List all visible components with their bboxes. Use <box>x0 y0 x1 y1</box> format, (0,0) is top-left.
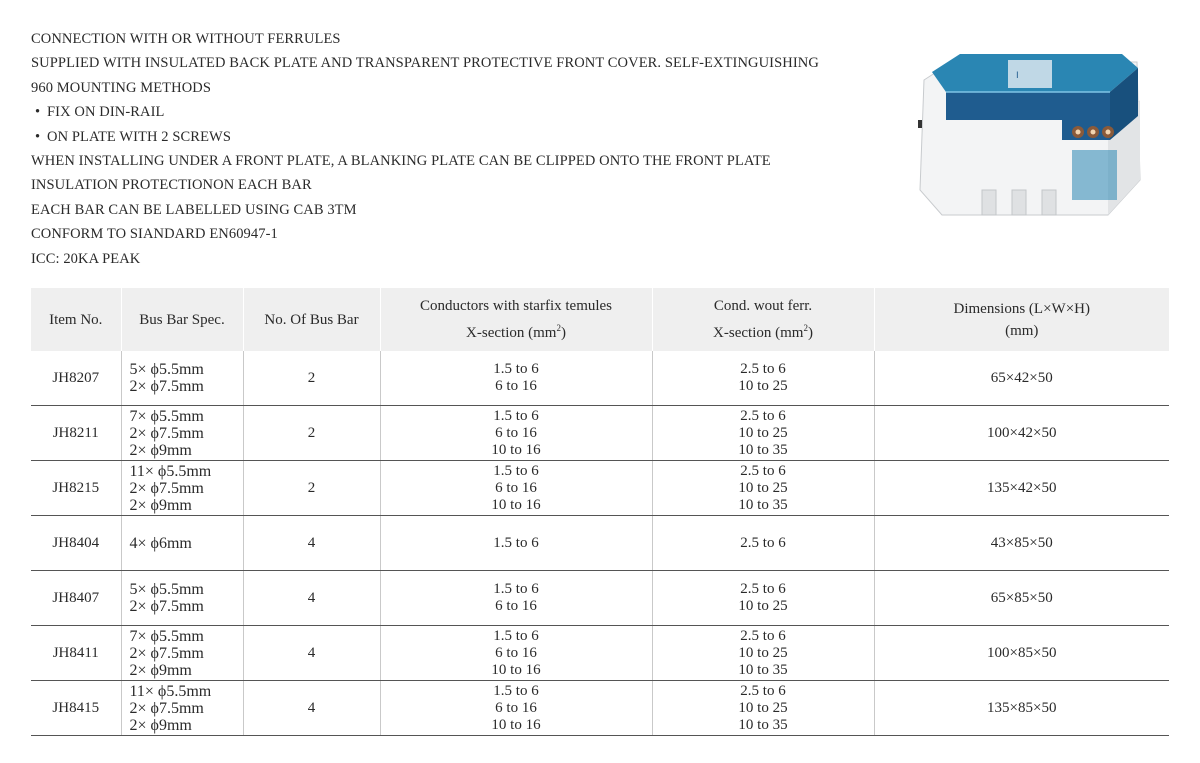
spec-table <box>31 288 1169 736</box>
cell-item-no: JH8215 <box>31 461 121 516</box>
cell-conductors-ferrules-line: 10 to 16 <box>491 496 541 513</box>
feature-text: SUPPLIED WITH INSULATED BACK PLATE AND TRANSPARENT PROTECTIVE FRONT COVER. SELF-EXTINGUISHING <box>31 55 819 72</box>
feature-line <box>31 76 911 100</box>
feature-line <box>31 173 911 197</box>
cell-item-no: JH8415 <box>31 681 121 736</box>
terminal-holes <box>1072 126 1114 138</box>
cell-bus-bar-spec <box>121 571 243 626</box>
cell-conductors-no-ferrules-line: 10 to 25 <box>738 699 788 716</box>
cell-bus-bar-count: 2 <box>243 406 380 461</box>
header-item-no: Item No. <box>31 288 121 351</box>
cell-dimensions: 65×85×50 <box>874 571 1169 626</box>
table-row <box>31 626 1169 681</box>
feature-line <box>31 51 911 75</box>
cell-conductors-ferrules-line: 1.5 to 6 <box>493 407 539 424</box>
cell-bus-bar-spec <box>121 681 243 736</box>
cell-conductors-no-ferrules-line: 10 to 25 <box>738 424 788 441</box>
cell-conductors-no-ferrules-line: 10 to 25 <box>738 598 788 614</box>
cell-bus-bar-spec-line: 11× ϕ5.5mm <box>129 462 212 480</box>
cell-bus-bar-spec-line: 2× ϕ9mm <box>129 716 192 734</box>
cell-bus-bar-spec-line: 2× ϕ7.5mm <box>129 378 204 395</box>
cell-conductors-no-ferrules-line: 10 to 25 <box>738 378 788 394</box>
cell-conductors-ferrules-line: 10 to 16 <box>491 661 541 678</box>
cell-dimensions: 135×42×50 <box>874 461 1169 516</box>
feature-line <box>31 100 911 124</box>
cell-conductors-ferrules-line: 6 to 16 <box>495 598 537 614</box>
cell-item-no: JH8211 <box>31 406 121 461</box>
label-plate <box>1008 60 1052 88</box>
cell-bus-bar-spec <box>121 516 243 571</box>
cell-item-no: JH8207 <box>31 351 121 406</box>
table-row <box>31 681 1169 736</box>
cell-bus-bar-spec-line: 2× ϕ7.5mm <box>129 479 204 497</box>
cell-bus-bar-spec-line: 2× ϕ7.5mm <box>129 598 204 615</box>
cell-bus-bar-count: 2 <box>243 461 380 516</box>
cell-dimensions: 43×85×50 <box>874 516 1169 571</box>
table-row <box>31 571 1169 626</box>
cell-bus-bar-count: 4 <box>243 516 380 571</box>
feature-list <box>31 27 911 271</box>
header-conductors-no-ferrules: Cond. wout ferr. X-section $(mm^2)$ <box>652 288 874 351</box>
cell-conductors-no-ferrules <box>652 681 874 736</box>
cell-conductors-ferrules <box>380 516 652 571</box>
cell-bus-bar-spec-line: 5× ϕ5.5mm <box>129 361 204 378</box>
cell-conductors-ferrules <box>380 571 652 626</box>
cell-conductors-no-ferrules-line: 2.5 to 6 <box>740 581 786 597</box>
cell-conductors-ferrules-line: 6 to 16 <box>495 644 537 661</box>
cell-bus-bar-spec <box>121 351 243 406</box>
cell-item-no: JH8407 <box>31 571 121 626</box>
cell-conductors-no-ferrules-line: 10 to 25 <box>738 479 788 496</box>
cell-conductors-ferrules-line: 1.5 to 6 <box>493 627 539 644</box>
cell-conductors-no-ferrules-line: 2.5 to 6 <box>740 534 786 551</box>
table-row <box>31 351 1169 406</box>
feature-text: 960 MOUNTING METHODS <box>31 79 212 96</box>
feature-line <box>31 198 911 222</box>
cell-conductors-ferrules-line: 6 to 16 <box>495 378 537 394</box>
cell-conductors-no-ferrules-line: 10 to 35 <box>738 716 788 733</box>
cell-bus-bar-count: 4 <box>243 681 380 736</box>
bullet-icon: • <box>35 104 41 121</box>
cell-bus-bar-spec <box>121 406 243 461</box>
svg-text:I: I <box>1016 71 1019 81</box>
table-row <box>31 516 1169 571</box>
feature-text: INSULATION PROTECTIONON EACH BAR <box>31 177 312 194</box>
cell-item-no: JH8411 <box>31 626 121 681</box>
cell-conductors-no-ferrules <box>652 571 874 626</box>
cell-conductors-no-ferrules <box>652 516 874 571</box>
cell-bus-bar-count: 4 <box>243 571 380 626</box>
feature-line <box>31 149 911 173</box>
cell-conductors-ferrules-line: 1.5 to 6 <box>493 682 539 699</box>
header-dimensions: Dimensions (L×W×H) (mm) <box>874 288 1169 351</box>
cell-conductors-no-ferrules-line: 2.5 to 6 <box>740 361 786 377</box>
feature-line <box>31 247 911 271</box>
cell-bus-bar-spec-line: 7× ϕ5.5mm <box>129 407 204 425</box>
cell-bus-bar-spec-line: 2× ϕ9mm <box>129 441 192 459</box>
cell-conductors-no-ferrules-line: 2.5 to 6 <box>740 407 786 424</box>
cell-conductors-ferrules <box>380 461 652 516</box>
cell-dimensions: 65×42×50 <box>874 351 1169 406</box>
cell-conductors-no-ferrules-line: 2.5 to 6 <box>740 682 786 699</box>
table-header-row <box>31 288 1169 351</box>
cell-conductors-ferrules-line: 6 to 16 <box>495 699 537 716</box>
product-image <box>912 40 1172 240</box>
table-row <box>31 461 1169 516</box>
cell-bus-bar-spec <box>121 461 243 516</box>
cell-bus-bar-spec-line: 5× ϕ5.5mm <box>129 581 204 598</box>
cell-conductors-ferrules <box>380 351 652 406</box>
feature-text: CONFORM TO SIANDARD EN60947-1 <box>31 226 278 243</box>
header-conductors-ferrules: Conductors with starfix temules X-section $(mm^2)$ <box>380 288 652 351</box>
cell-conductors-no-ferrules-line: 2.5 to 6 <box>740 462 786 479</box>
cell-bus-bar-spec-line: 2× ϕ9mm <box>129 496 192 514</box>
cell-bus-bar-spec-line: 2× ϕ9mm <box>129 661 192 679</box>
feature-line <box>31 27 911 51</box>
cell-conductors-no-ferrules <box>652 351 874 406</box>
cell-bus-bar-spec-line: 7× ϕ5.5mm <box>129 627 204 645</box>
cell-bus-bar-spec <box>121 626 243 681</box>
feature-text: EACH BAR CAN BE LABELLED USING CAB 3TM <box>31 201 357 218</box>
cell-conductors-ferrules-line: 1.5 to 6 <box>493 361 539 377</box>
cell-conductors-no-ferrules-line: 10 to 35 <box>738 441 788 458</box>
header-bus-bar-count: No. Of Bus Bar <box>243 288 380 351</box>
cell-bus-bar-spec-line: 2× ϕ7.5mm <box>129 644 204 662</box>
feature-text: CONNECTION WITH OR WITHOUT FERRULES <box>31 31 341 47</box>
feature-text: FIX ON DIN-RAIL <box>47 104 165 121</box>
cell-conductors-ferrules-line: 6 to 16 <box>495 479 537 496</box>
cell-conductors-ferrules-line: 10 to 16 <box>491 716 541 733</box>
cell-conductors-ferrules-line: 1.5 to 6 <box>493 462 539 479</box>
cell-conductors-ferrules-line: 6 to 16 <box>495 424 537 441</box>
feature-line <box>31 125 911 149</box>
cell-conductors-ferrules <box>380 406 652 461</box>
cell-conductors-ferrules <box>380 626 652 681</box>
bullet-icon: • <box>35 128 41 145</box>
cell-conductors-ferrules-line: 10 to 16 <box>491 441 541 458</box>
cell-conductors-no-ferrules-line: 10 to 35 <box>738 496 788 513</box>
cell-conductors-ferrules-line: 1.5 to 6 <box>493 534 539 551</box>
cell-conductors-no-ferrules <box>652 461 874 516</box>
feature-text: ON PLATE WITH 2 SCREWS <box>47 128 231 145</box>
cell-item-no: JH8404 <box>31 516 121 571</box>
cell-conductors-no-ferrules-line: 10 to 25 <box>738 644 788 661</box>
feature-text: ICC: 20KA PEAK <box>31 250 141 267</box>
header-bus-bar-spec: Bus Bar Spec. <box>121 288 243 351</box>
cell-conductors-no-ferrules <box>652 406 874 461</box>
cell-bus-bar-spec-line: 11× ϕ5.5mm <box>129 682 212 700</box>
cell-dimensions: 100×42×50 <box>874 406 1169 461</box>
cell-dimensions: 135×85×50 <box>874 681 1169 736</box>
cell-bus-bar-count: 2 <box>243 351 380 406</box>
feature-text: WHEN INSTALLING UNDER A FRONT PLATE, A BLANKING PLATE CAN BE CLIPPED ONTO THE FRONT PLATE <box>31 152 771 169</box>
feature-line <box>31 222 911 246</box>
cell-conductors-ferrules <box>380 681 652 736</box>
cell-bus-bar-spec-line: 2× ϕ7.5mm <box>129 424 204 442</box>
table-row <box>31 406 1169 461</box>
cell-conductors-no-ferrules-line: 2.5 to 6 <box>740 627 786 644</box>
cell-conductors-no-ferrules <box>652 626 874 681</box>
cell-conductors-ferrules-line: 1.5 to 6 <box>493 581 539 597</box>
cell-bus-bar-spec-line: 2× ϕ7.5mm <box>129 699 204 717</box>
cell-bus-bar-count: 4 <box>243 626 380 681</box>
cell-conductors-no-ferrules-line: 10 to 35 <box>738 661 788 678</box>
cell-dimensions: 100×85×50 <box>874 626 1169 681</box>
cell-bus-bar-spec-line: 4× ϕ6mm <box>129 534 192 552</box>
